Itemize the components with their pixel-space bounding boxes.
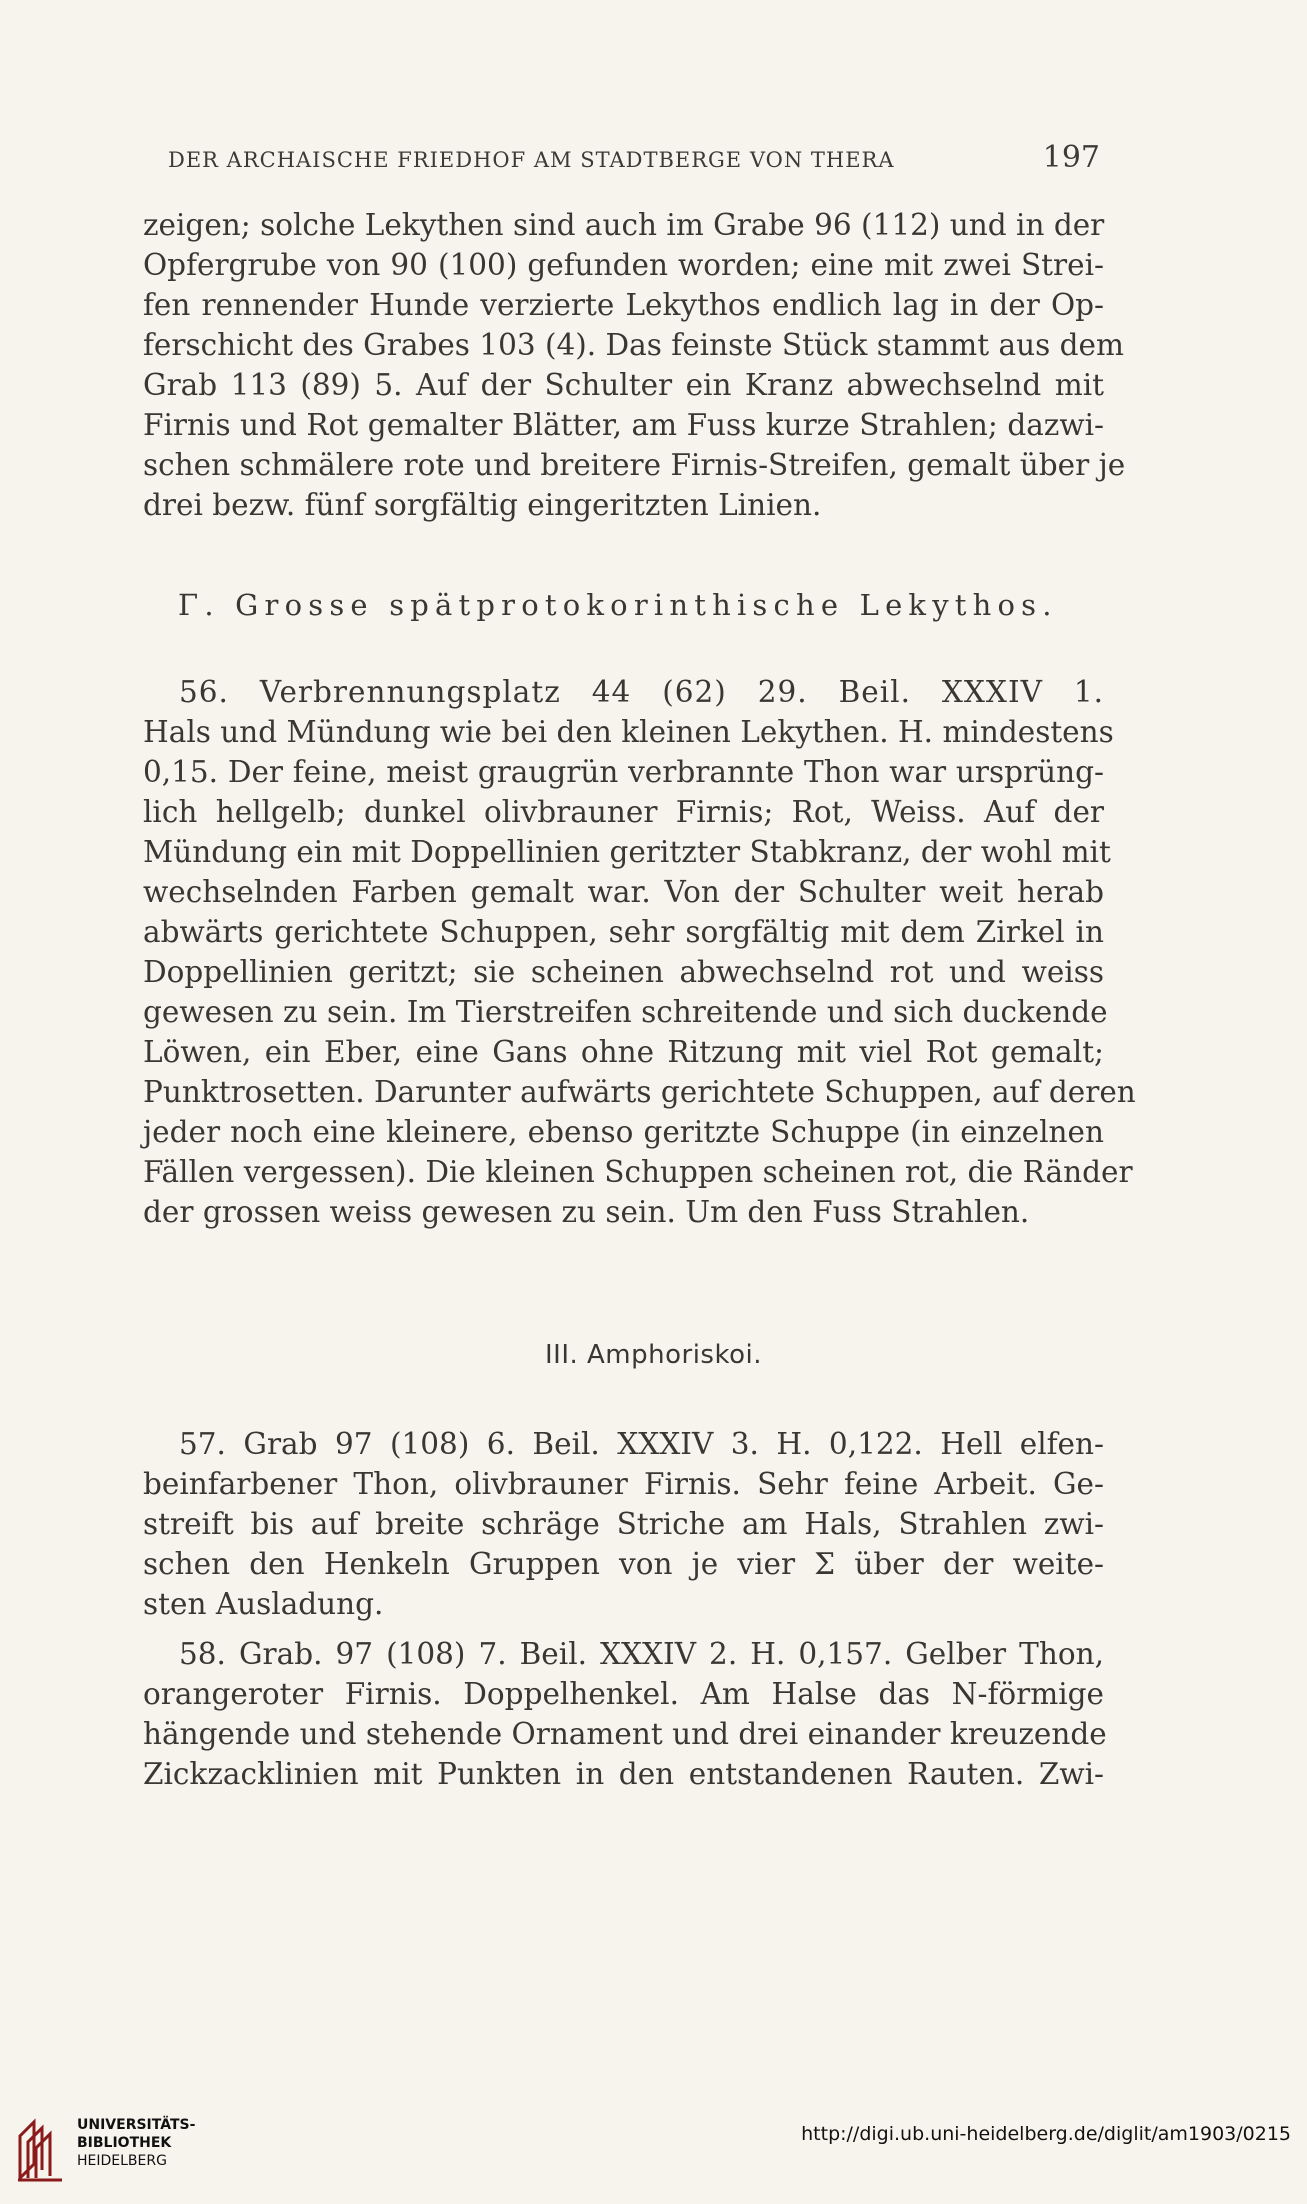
library-logo-icon	[14, 2114, 68, 2184]
source-url-link[interactable]: http://digi.ub.uni-heidelberg.de/diglit/am1903/0215	[801, 2123, 1291, 2145]
text-line: beinfarbener Thon, olivbrauner Firnis. Sehr feine Arbeit. Ge-	[143, 1467, 1104, 1501]
text-line: schen schmälere rote und breitere Firnis-Streifen, gemalt über je	[143, 448, 1126, 482]
section-title: III. Amphoriskoi.	[544, 1340, 763, 1370]
text-line: 56. Verbrennungsplatz 44 (62) 29. Beil. XXXIV 1.	[179, 675, 1104, 709]
text-line: gewesen zu sein. Im Tierstreifen schreitende und sich duckende	[143, 995, 1108, 1029]
text-line: ferschicht des Grabes 103 (4). Das feinste Stück stammt aus dem	[143, 328, 1124, 362]
text-line: orangeroter Firnis. Doppelhenkel. Am Halse das N-förmige	[143, 1677, 1104, 1711]
text-line: Opfergrube von 90 (100) gefunden worden; eine mit zwei Strei-	[143, 248, 1104, 282]
text-line: hängende und stehende Ornament und drei einander kreuzende	[143, 1717, 1107, 1751]
text-line: Doppellinien geritzt; sie scheinen abwechselnd rot und weiss	[143, 955, 1104, 989]
text-line: lich hellgelb; dunkel olivbrauner Firnis; Rot, Weiss. Auf der	[143, 795, 1104, 829]
text-line: sten Ausladung.	[143, 1587, 384, 1621]
paragraph-3	[143, 1424, 1104, 1624]
text-line: Grab 113 (89) 5. Auf der Schulter ein Kranz abwechselnd mit	[143, 368, 1104, 402]
text-line: streift bis auf breite schräge Striche am Hals, Strahlen zwi-	[143, 1507, 1104, 1541]
text-line: Hals und Mündung wie bei den kleinen Lekythen. H. mindestens	[143, 715, 1114, 749]
text-line: Punktrosetten. Darunter aufwärts gerichtete Schuppen, auf deren	[143, 1075, 1136, 1109]
paragraph-1	[143, 205, 1126, 525]
running-head	[168, 140, 1100, 175]
text-line: Löwen, ein Eber, eine Gans ohne Ritzung mit viel Rot gemalt;	[143, 1035, 1104, 1069]
text-line: zeigen; solche Lekythen sind auch im Grabe 96 (112) und in der	[143, 208, 1105, 242]
text-line: Mündung ein mit Doppellinien geritzter Stabkranz, der wohl mit	[143, 835, 1111, 869]
text-line: jeder noch eine kleinere, ebenso geritzte Schuppe (in einzelnen	[143, 1115, 1104, 1149]
subsection-heading: Γ. Grosse spätprotokorinthische Lekythos.	[178, 588, 1058, 622]
text-line: abwärts gerichtete Schuppen, sehr sorgfältig mit dem Zirkel in	[143, 915, 1104, 949]
library-line-2: BIBLIOTHEK	[77, 2135, 172, 2151]
paragraph-2	[143, 672, 1136, 1232]
text-line: 0,15. Der feine, meist graugrün verbrannte Thon war ursprüng-	[143, 755, 1104, 789]
text-line: schen den Henkeln Gruppen von je vier Σ über der weite-	[143, 1547, 1104, 1581]
text-line: fen rennender Hunde verzierte Lekythos endlich lag in der Op-	[143, 288, 1104, 322]
text-line: Firnis und Rot gemalter Blätter, am Fuss kurze Strahlen; dazwi-	[143, 408, 1104, 442]
text-line: Fällen vergessen). Die kleinen Schuppen scheinen rot, die Ränder	[143, 1155, 1133, 1189]
paragraph-4	[143, 1634, 1107, 1794]
library-line-1: UNIVERSITÄTS-	[77, 2117, 196, 2133]
text-line: wechselnden Farben gemalt war. Von der Schulter weit herab	[143, 875, 1104, 909]
text-line: der grossen weiss gewesen zu sein. Um den Fuss Strahlen.	[143, 1195, 1030, 1229]
text-line: Zickzacklinien mit Punkten in den entstandenen Rauten. Zwi-	[143, 1757, 1104, 1791]
running-title: DER ARCHAISCHE FRIEDHOF AM STADTBERGE VON THERA	[168, 148, 895, 172]
text-line: 58. Grab. 97 (108) 7. Beil. XXXIV 2. H. 0,157. Gelber Thon,	[179, 1637, 1104, 1671]
library-line-3: HEIDELBERG	[77, 2153, 167, 2169]
text-line: 57. Grab 97 (108) 6. Beil. XXXIV 3. H. 0,122. Hell elfen-	[179, 1427, 1104, 1461]
page-number: 197	[1042, 140, 1100, 175]
text-line: drei bezw. fünf sorgfältig eingeritzten Linien.	[143, 488, 822, 522]
footer	[0, 2100, 1307, 2204]
library-name	[77, 2116, 195, 2170]
